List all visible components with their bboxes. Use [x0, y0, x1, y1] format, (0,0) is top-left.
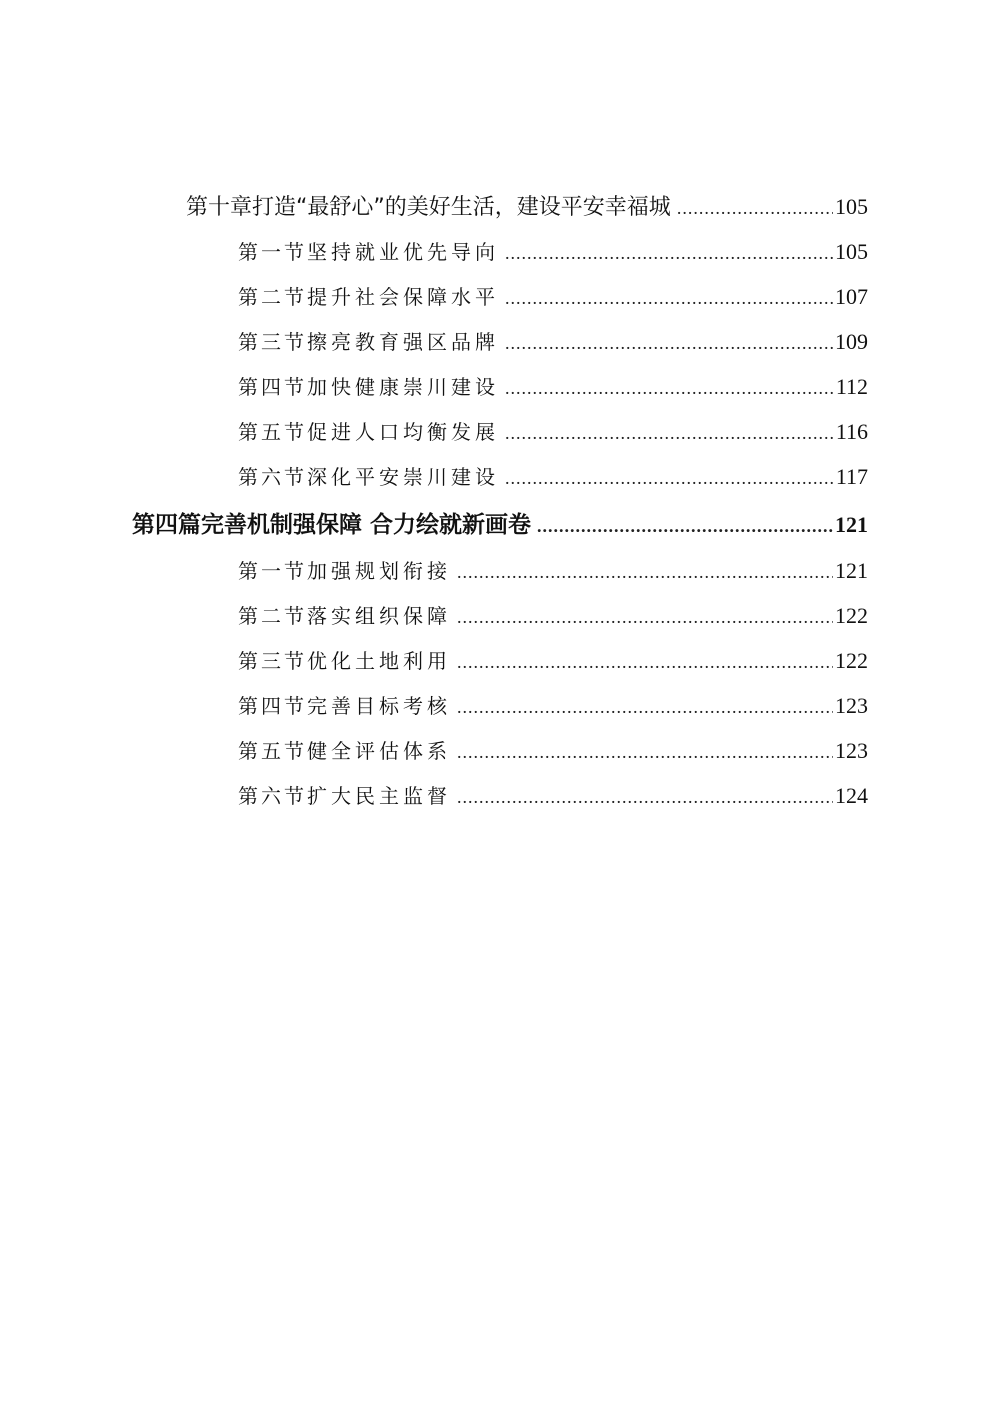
page-number: 121: [835, 512, 868, 537]
section-title: 坚持就业优先导向: [307, 240, 499, 264]
toc-section[interactable]: [238, 281, 868, 311]
toc-section[interactable]: [238, 645, 868, 675]
page-number: 123: [835, 693, 868, 718]
page-number: 121: [835, 558, 868, 583]
dot-leader: [537, 516, 833, 537]
section-title: 健全评估体系: [307, 739, 451, 763]
toc-section[interactable]: [238, 780, 868, 810]
toc-section[interactable]: [238, 236, 868, 266]
dot-leader: [457, 562, 833, 583]
section-label: 第一节: [238, 240, 307, 264]
dot-leader: [505, 468, 834, 489]
page-number: 105: [835, 239, 868, 264]
dot-leader: [505, 378, 834, 399]
section-title: 优化土地利用: [307, 649, 451, 673]
toc-section[interactable]: [238, 461, 868, 491]
section-title: 促进人口均衡发展: [307, 420, 499, 444]
dot-leader: [457, 652, 833, 673]
section-title: 加快健康崇川建设: [307, 375, 499, 399]
page-number: 122: [835, 648, 868, 673]
section-label: 第五节: [238, 739, 307, 763]
part-label: 第四篇: [132, 512, 201, 538]
section-label: 第六节: [238, 465, 307, 489]
section-title: 提升社会保障水平: [307, 285, 499, 309]
section-label: 第四节: [238, 694, 307, 718]
section-label: 第一节: [238, 559, 307, 583]
section-title: 扩大民主监督: [307, 784, 451, 808]
section-title: 完善目标考核: [307, 694, 451, 718]
page-number: 122: [835, 603, 868, 628]
section-label: 第三节: [238, 330, 307, 354]
dot-leader: [457, 697, 833, 718]
part-title: 完善机制强保障 合力绘就新画卷: [201, 512, 532, 538]
page-number: 123: [835, 738, 868, 763]
section-title: 擦亮教育强区品牌: [307, 330, 499, 354]
section-label: 第六节: [238, 784, 307, 808]
toc-section[interactable]: [238, 371, 868, 401]
chapter-title: 打造“最舒心”的美好生活，建设平安幸福城: [252, 195, 671, 220]
toc-chapter-10[interactable]: [186, 190, 868, 224]
page-number: 109: [835, 329, 868, 354]
toc-section[interactable]: [238, 326, 868, 356]
page-number: 107: [835, 284, 868, 309]
dot-leader: [457, 787, 833, 808]
toc-section[interactable]: [238, 416, 868, 446]
dot-leader: [505, 243, 833, 264]
chapter-label: 第十章: [186, 195, 253, 220]
page-number: 117: [835, 464, 868, 489]
toc-section[interactable]: [238, 735, 868, 765]
page-number: 116: [835, 419, 868, 444]
section-title: 落实组织保障: [307, 604, 451, 628]
dot-leader: [505, 288, 833, 309]
section-label: 第四节: [238, 375, 307, 399]
section-label: 第二节: [238, 604, 307, 628]
dot-leader: [457, 742, 833, 763]
toc-section[interactable]: [238, 555, 868, 585]
dot-leader: [505, 423, 834, 444]
dot-leader: [505, 333, 833, 354]
section-title: 加强规划衔接: [307, 559, 451, 583]
toc-section[interactable]: [238, 690, 868, 720]
page-number: 112: [835, 374, 868, 399]
dot-leader: [457, 607, 833, 628]
section-label: 第二节: [238, 285, 307, 309]
section-label: 第五节: [238, 420, 307, 444]
dot-leader: [677, 198, 833, 219]
section-label: 第三节: [238, 649, 307, 673]
toc-section[interactable]: [238, 600, 868, 630]
page-number: 105: [835, 194, 868, 219]
page-number: 124: [835, 783, 868, 808]
section-title: 深化平安崇川建设: [307, 465, 499, 489]
toc-part-4[interactable]: [132, 506, 868, 542]
